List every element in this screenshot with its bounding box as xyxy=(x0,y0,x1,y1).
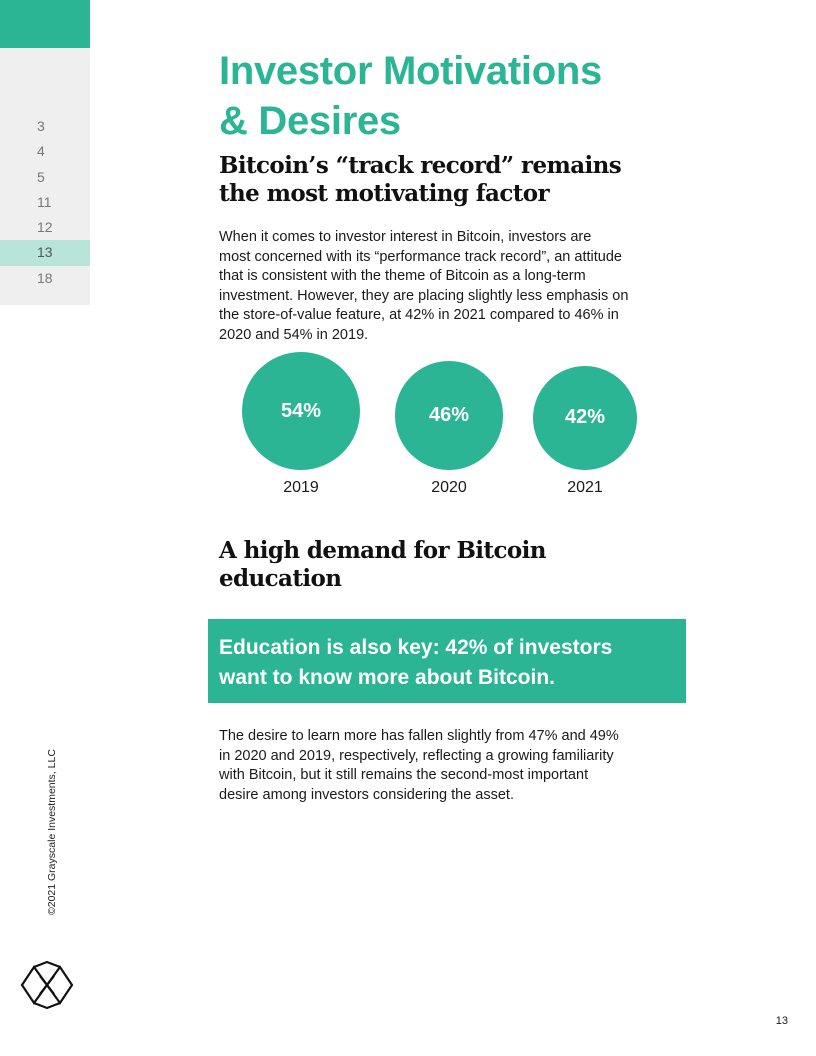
page-nav xyxy=(0,114,90,291)
nav-item-page-3[interactable]: 3 xyxy=(37,118,45,134)
paragraph-line: with Bitcoin, but it still remains the second-most important xyxy=(219,767,589,783)
page-title-line: Investor Motivations xyxy=(219,49,602,93)
bubble-2021 xyxy=(533,366,637,470)
paragraph-line: The desire to learn more has fallen slightly from 47% and 49% xyxy=(219,728,619,744)
bubble-value-label: 42% xyxy=(564,406,605,429)
section-heading-education xyxy=(219,537,679,593)
grayscale-logo-icon xyxy=(20,960,74,1010)
education-paragraph xyxy=(219,727,679,805)
year-label-2019: 2019 xyxy=(283,479,319,496)
bubble-2019 xyxy=(242,352,360,470)
nav-item-page-5[interactable]: 5 xyxy=(37,168,45,185)
callout-line: want to know more about Bitcoin. xyxy=(219,666,555,689)
bubble-2020 xyxy=(395,361,504,470)
nav-item-page-4[interactable]: 4 xyxy=(37,143,45,160)
paragraph-line: investment. However, they are placing slightly less emphasis on xyxy=(219,287,629,304)
callout-line: Education is also key: 42% of investors xyxy=(219,636,613,659)
nav-item-page-18[interactable]: 18 xyxy=(37,269,53,286)
copyright-text: ©2021 Grayscale Investments, LLC xyxy=(46,749,58,915)
callout-text xyxy=(219,633,686,693)
heading-line: education xyxy=(219,565,342,592)
bubble-value-label: 54% xyxy=(280,399,322,422)
paragraph-line: that is consistent with the theme of Bitcoin as a long-term xyxy=(219,268,586,284)
heading-line: Bitcoin’s “track record” remains xyxy=(219,152,622,179)
nav-item-page-11[interactable]: 11 xyxy=(37,193,52,210)
paragraph-line: desire among investors considering the asset. xyxy=(219,786,514,803)
page-title-line: & Desires xyxy=(219,99,401,143)
year-label-2021: 2021 xyxy=(567,479,603,496)
page-title xyxy=(219,46,739,146)
heading-line: the most motivating factor xyxy=(219,180,550,207)
year-label-2020: 2020 xyxy=(431,479,467,496)
sidebar-accent-bar xyxy=(0,0,90,48)
nav-item-page-13[interactable]: 13 xyxy=(0,240,90,265)
paragraph-line: most concerned with its “performance track record”, an attitude xyxy=(219,248,622,265)
section-heading-track-record xyxy=(219,152,679,208)
nav-item-page-12[interactable]: 12 xyxy=(37,219,53,236)
education-callout xyxy=(208,619,686,703)
track-record-paragraph xyxy=(219,228,679,345)
heading-line: A high demand for Bitcoin xyxy=(219,537,546,564)
paragraph-line: in 2020 and 2019, respectively, reflecting a growing familiarity xyxy=(219,747,614,764)
paragraph-line: 2020 and 54% in 2019. xyxy=(219,326,369,343)
paragraph-line: the store-of-value feature, at 42% in 2021 compared to 46% in xyxy=(219,307,619,323)
bubble-value-label: 46% xyxy=(428,404,469,427)
page-number: 13 xyxy=(775,1015,788,1027)
paragraph-line: When it comes to investor interest in Bitcoin, investors are xyxy=(219,229,592,245)
